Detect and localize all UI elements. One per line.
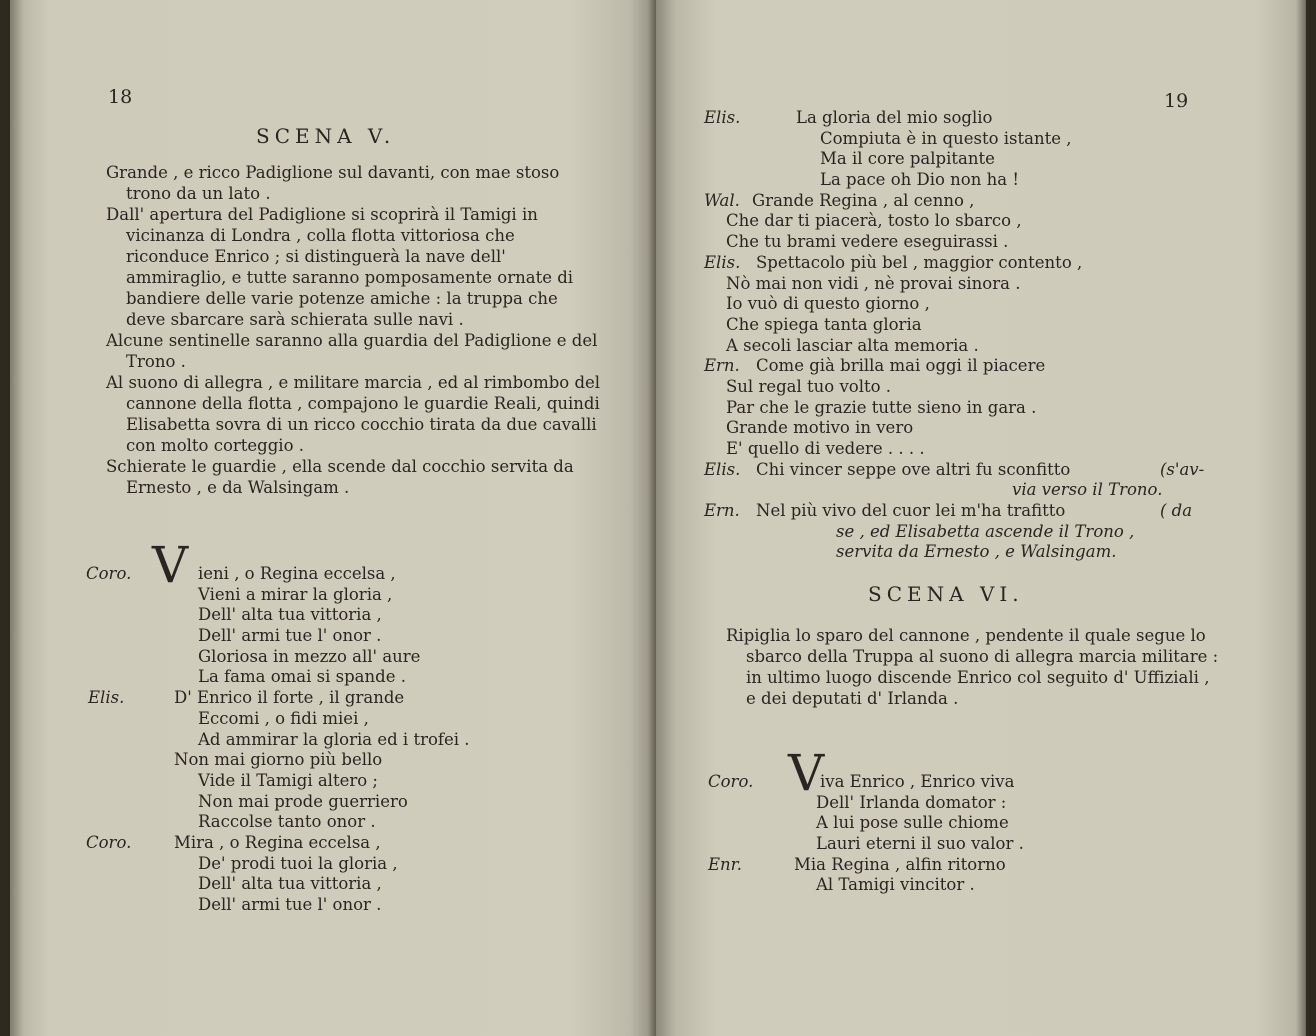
verse-line	[86, 626, 606, 647]
verse-text: Vide il Tamigi altero ;	[198, 770, 378, 790]
verse-text: Par che le grazie tutte sieno in gara .	[726, 397, 1037, 417]
verse-text: Nel più vivo del cuor lei m'ha trafitto	[756, 501, 1066, 521]
verse-text: Dell' armi tue l' onor .	[198, 895, 382, 914]
verse-block	[86, 536, 606, 916]
speaker: Coro.	[708, 772, 754, 791]
verse-line	[704, 253, 1264, 274]
verse-text: Grande motivo in vero	[726, 418, 914, 438]
verse-line	[704, 501, 1264, 522]
verse-line	[708, 875, 1248, 896]
verse-line	[708, 813, 1248, 834]
verse-line	[708, 855, 1248, 876]
verse-text: Ma il core palpitante	[820, 149, 995, 169]
verse-line	[704, 377, 1264, 398]
stage-direction: Dall' apertura del Padiglione si scoprirà il Tamigi in vicinanza di Londra , colla flotta vittoriosa che riconduce Enrico ; si distinguerà la nave dell' ammiraglio, e tutte saranno pomposamente ornate di bandiere delle varie potenze amiche : la truppa che deve sbarcare sarà schierata sulle navi .	[106, 205, 574, 329]
verse-text: Gloriosa in mezzo all' aure	[198, 646, 421, 666]
scene-title: SCENA VI.	[868, 582, 1024, 606]
verse-line	[704, 149, 1264, 170]
verse-line	[86, 895, 606, 916]
verse-text: Chi vincer seppe ove altri fu sconfitto	[756, 459, 1071, 479]
verse-line	[86, 833, 606, 854]
verse-text: Ad ammirar la gloria ed i trofei .	[198, 729, 470, 749]
verse-text: Raccolse tanto onor .	[198, 812, 376, 832]
verse-line	[704, 336, 1264, 357]
verse-line	[704, 315, 1264, 336]
speaker: Ern.	[704, 501, 740, 521]
verse-text: A lui pose sulle chiome	[816, 813, 1009, 833]
verse-text: iva Enrico , Enrico viva	[820, 772, 1015, 791]
verse-line	[86, 730, 606, 751]
verse-line	[704, 542, 1264, 563]
verse-text: Sul regal tuo volto .	[726, 376, 892, 396]
verse-text: Che spiega tanta gloria	[726, 314, 922, 334]
verse-text: Compiuta è in questo istante ,	[820, 128, 1072, 148]
verse-text: Dell' Irlanda domator :	[816, 792, 1007, 812]
verse-line	[86, 605, 606, 626]
verse-line	[704, 108, 1264, 129]
verse-text: Mira , o Regina eccelsa ,	[174, 832, 381, 852]
speaker: Coro.	[86, 832, 132, 852]
stage-direction: (s'av-	[1160, 459, 1205, 479]
verse-line	[704, 211, 1264, 232]
verse-line	[704, 356, 1264, 377]
verse-text: Spettacolo più bel , maggior contento ,	[756, 252, 1083, 272]
verse-text: E' quello di vedere . . . .	[726, 439, 925, 458]
verse-line	[704, 274, 1264, 295]
stage-direction: Ripiglia lo sparo del cannone , pendente il quale segue lo sbarco della Truppa al suono di allegra marcia militare : in ultimo luogo discende Enrico col seguito d' Uffiziali , e dei deputati d' Irlanda .	[726, 626, 1219, 708]
verse-text: Non mai giorno più bello	[174, 750, 383, 770]
verse-text: ieni , o Regina eccelsa ,	[198, 564, 396, 583]
verse-line	[704, 460, 1264, 481]
verse-text: Dell' alta tua vittoria ,	[198, 605, 382, 625]
stage-directions	[106, 162, 602, 498]
verse-line	[86, 585, 606, 606]
verse-text: Mia Regina , alfin ritorno	[794, 854, 1006, 874]
verse-text: Non mai prode guerriero	[198, 791, 408, 811]
verse-text: La pace oh Dio non ha !	[820, 170, 1019, 190]
verse-text: Come già brilla mai oggi il piacere	[756, 356, 1046, 376]
verse-text: Eccomi , o fidi miei ,	[198, 708, 369, 728]
verse-text: Al Tamigi vincitor .	[816, 875, 975, 895]
verse-line	[704, 170, 1264, 191]
verse-line	[86, 874, 606, 895]
verse-line	[704, 191, 1264, 212]
verse-text: Che tu brami vedere eseguirassi .	[726, 232, 1009, 252]
speaker: Enr.	[708, 854, 742, 874]
drop-cap: V	[788, 744, 825, 802]
verse-text: Dell' alta tua vittoria ,	[198, 874, 382, 894]
verse-text: Che dar ti piacerà, tosto lo sbarco ,	[726, 211, 1022, 231]
verse-line	[86, 667, 606, 688]
speaker: Coro.	[86, 564, 132, 583]
verse-line	[86, 688, 606, 709]
verse-text: A secoli lasciar alta memoria .	[726, 335, 979, 355]
stage-direction: via verso il Trono.	[1012, 480, 1163, 500]
verse-text: De' prodi tuoi la gloria ,	[198, 853, 398, 873]
verse-text: Grande Regina , al cenno ,	[752, 190, 975, 210]
verse-text: Vieni a mirar la gloria ,	[198, 584, 393, 604]
verse-line	[704, 294, 1264, 315]
speaker: Ern.	[704, 356, 740, 376]
verse-line	[86, 647, 606, 668]
verse-line	[86, 750, 606, 771]
stage-direction: ( da	[1160, 501, 1193, 521]
verse-text: Nò mai non vidi , nè provai sinora .	[726, 273, 1021, 293]
verse-line	[708, 793, 1248, 814]
verse-line	[704, 439, 1264, 460]
speaker: Elis.	[704, 108, 741, 127]
verse-line	[86, 792, 606, 813]
verse-line	[86, 854, 606, 875]
stage-directions	[726, 625, 1222, 709]
stage-direction: servita da Ernesto , e Walsingam.	[836, 542, 1117, 562]
verse-line	[704, 418, 1264, 439]
verse-line	[708, 834, 1248, 855]
stage-direction: Schierate le guardie , ella scende dal cocchio servita da Ernesto , e da Walsingam .	[106, 457, 574, 497]
verse-text: Lauri eterni il suo valor .	[816, 834, 1024, 854]
verse-line	[704, 232, 1264, 253]
stage-direction: Alcune sentinelle saranno alla guardia del Padiglione e del Trono .	[106, 331, 598, 371]
verse-text: Io vuò di questo giorno ,	[726, 294, 930, 314]
verse-block	[704, 108, 1264, 563]
speaker: Wal.	[704, 190, 740, 210]
verse-line	[86, 812, 606, 833]
stage-direction: Al suono di allegra , e militare marcia , ed al rimbombo del cannone della flotta , compajono le guardie Reali, quindi Elisabetta sovra di un ricco cocchio tirata da due cavalli con molto corteggio .	[106, 373, 601, 455]
drop-cap: V	[152, 536, 189, 594]
verse-line	[704, 129, 1264, 150]
verse-line	[704, 480, 1264, 501]
verse-text: La gloria del mio soglio	[796, 108, 993, 127]
verse-line	[86, 709, 606, 730]
verse-line	[704, 522, 1264, 543]
speaker: Elis.	[704, 252, 741, 272]
scene-title: SCENA V.	[256, 124, 396, 148]
stage-direction: se , ed Elisabetta ascende il Trono ,	[836, 521, 1135, 541]
verse-line	[704, 398, 1264, 419]
left-page	[10, 0, 656, 1036]
verse-text: Dell' armi tue l' onor .	[198, 626, 382, 646]
verse-text: La fama omai si spande .	[198, 667, 406, 687]
page-number: 19	[1164, 90, 1189, 112]
speaker: Elis.	[88, 688, 125, 708]
verse-text: D' Enrico il forte , il grande	[174, 688, 405, 708]
stage-direction: Grande , e ricco Padiglione sul davanti, con mae stoso trono da un lato .	[106, 163, 560, 203]
page-number: 18	[108, 86, 133, 108]
verse-line	[86, 771, 606, 792]
verse-block	[708, 744, 1248, 896]
speaker: Elis.	[704, 459, 741, 479]
right-page	[656, 0, 1306, 1036]
